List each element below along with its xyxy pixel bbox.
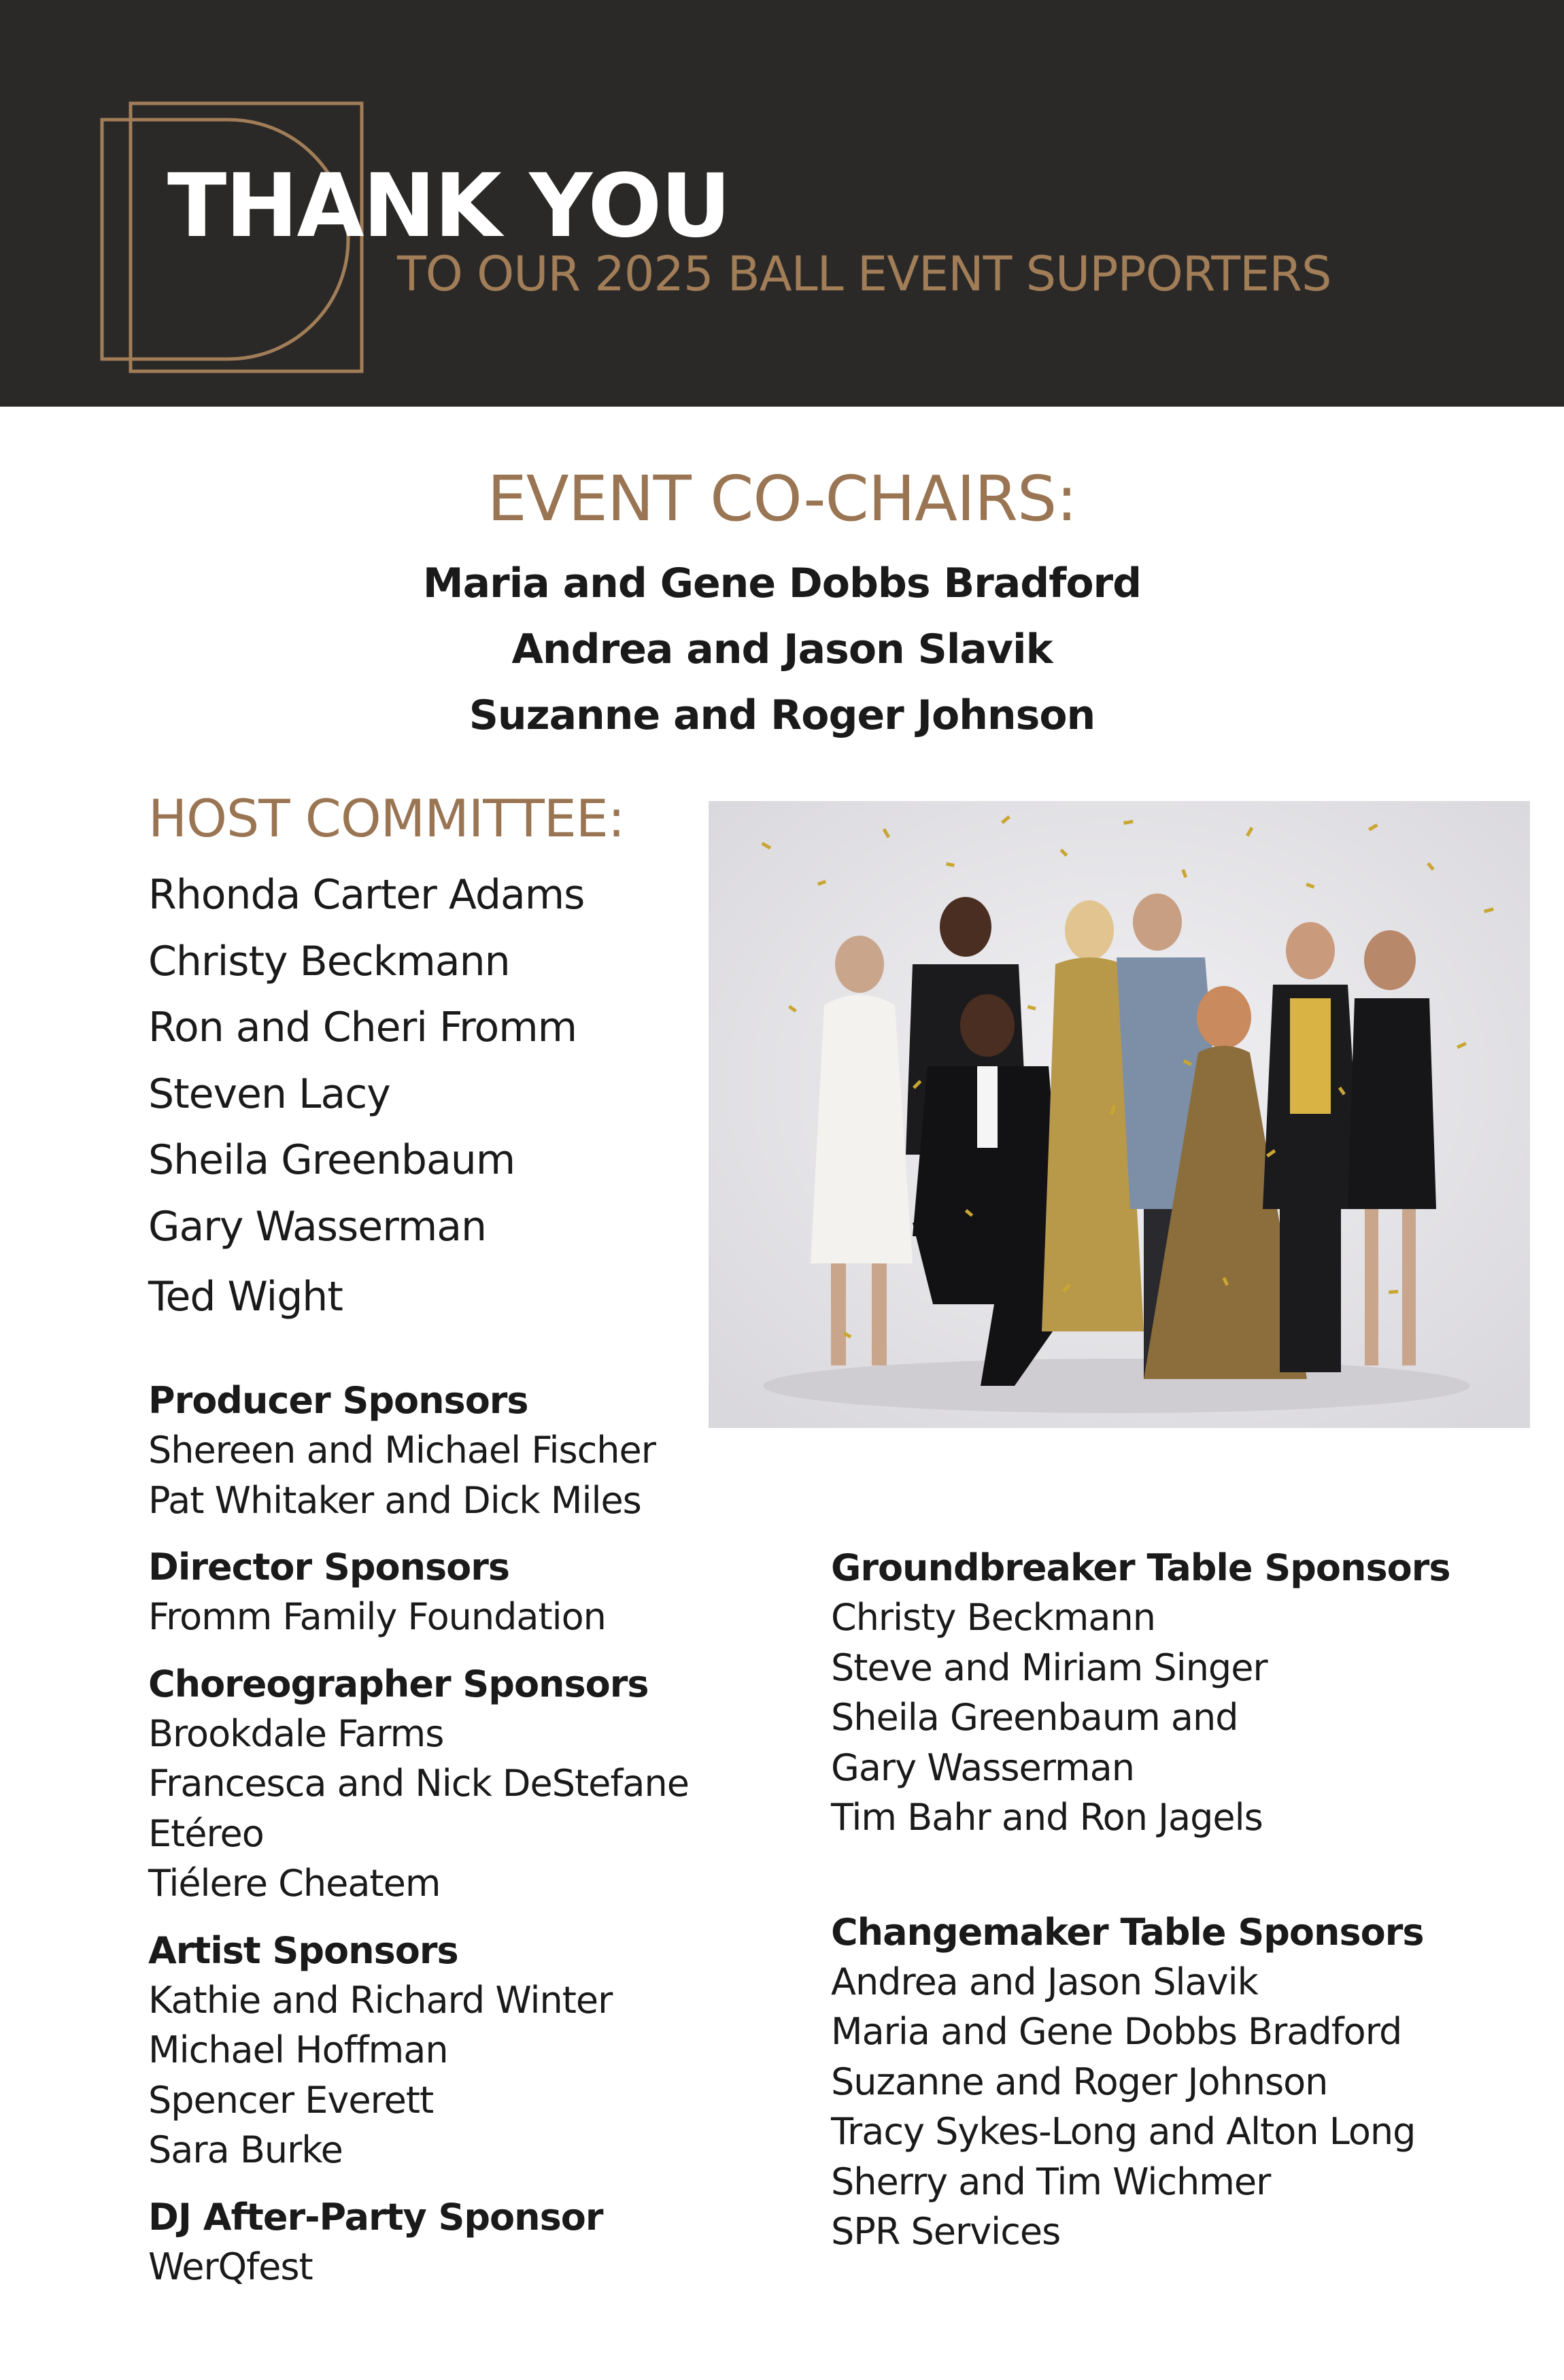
sponsor-name: Christy Beckmann: [831, 1596, 1155, 1639]
sponsor-group-title: Artist Sponsors: [148, 1928, 458, 1972]
sponsor-name: Andrea and Jason Slavik: [831, 1960, 1258, 2003]
changemaker-sponsors-group: [831, 1908, 1450, 2257]
supporters-subtitle: TO OUR 2025 BALL EVENT SUPPORTERS: [397, 246, 1331, 302]
host-name: Sheila Greenbaum: [148, 1136, 515, 1184]
sponsor-group-title: DJ After-Party Sponsor: [148, 2195, 603, 2239]
host-name: Ted Wight: [148, 1273, 343, 1321]
sponsor-group-title: Changemaker Table Sponsors: [831, 1910, 1424, 1954]
host-name: Gary Wasserman: [148, 1202, 487, 1251]
cochairs-list: [0, 551, 1564, 749]
sponsor-group-title: Groundbreaker Table Sponsors: [831, 1546, 1450, 1589]
group-photo-icon: [709, 801, 1530, 1428]
director-sponsors-group: [148, 1543, 689, 1642]
sponsor-name: Etéreo: [148, 1812, 264, 1855]
choreographer-sponsors-group: [148, 1660, 689, 1909]
sponsor-name: Gary Wasserman: [831, 1746, 1134, 1789]
cochair-name: Suzanne and Roger Johnson: [469, 692, 1095, 739]
thank-you-title: THANK YOU: [167, 156, 730, 257]
sponsor-name: Kathie and Richard Winter: [148, 1978, 613, 2022]
producer-sponsors-group: [148, 1376, 689, 1525]
sponsors-left-column: [148, 1376, 689, 2292]
sponsor-name: Tracy Sykes-Long and Alton Long: [831, 2110, 1416, 2153]
sponsor-name: Suzanne and Roger Johnson: [831, 2060, 1328, 2103]
sponsor-name: Michael Hoffman: [148, 2028, 448, 2071]
sponsor-name: Tim Bahr and Ron Jagels: [831, 1796, 1263, 1839]
sponsor-name: Francesca and Nick DeStefane: [148, 1762, 689, 1805]
group-photo: [709, 801, 1530, 1428]
host-committee-list: [148, 862, 584, 1331]
sponsors-right-column: [831, 1544, 1450, 2257]
sponsor-name: WerQfest: [148, 2245, 313, 2288]
host-name: Ron and Cheri Fromm: [148, 1004, 577, 1051]
cochair-name: Andrea and Jason Slavik: [511, 626, 1053, 673]
sponsor-name: Steve and Miriam Singer: [831, 1646, 1268, 1689]
host-name: Rhonda Carter Adams: [148, 871, 585, 919]
host-name: Steven Lacy: [148, 1070, 390, 1118]
cochair-name: Maria and Gene Dobbs Bradford: [422, 560, 1142, 607]
sponsor-name: Brookdale Farms: [148, 1712, 444, 1755]
cochairs-heading: EVENT CO-CHAIRS:: [487, 462, 1077, 535]
host-name: Christy Beckmann: [148, 937, 510, 985]
sponsor-name: Sara Burke: [148, 2128, 343, 2171]
sponsor-name: Pat Whitaker and Dick Miles: [148, 1478, 641, 1522]
sponsor-group-title: Producer Sponsors: [148, 1379, 528, 1422]
sponsor-name: Sherry and Tim Wichmer: [831, 2160, 1271, 2203]
sponsor-name: SPR Services: [831, 2210, 1061, 2253]
dj-after-party-sponsor-group: [148, 2193, 689, 2292]
sponsor-group-title: Choreographer Sponsors: [148, 1662, 649, 1705]
sponsor-group-title: Director Sponsors: [148, 1546, 510, 1588]
sponsor-name: Shereen and Michael Fischer: [148, 1429, 656, 1472]
sponsor-name: Spencer Everett: [148, 2078, 434, 2122]
sponsor-name: Tiélere Cheatem: [148, 1862, 441, 1905]
host-committee-heading: HOST COMMITTEE:: [148, 788, 625, 849]
sponsor-name: Sheila Greenbaum and: [831, 1696, 1238, 1739]
sponsor-name: Maria and Gene Dobbs Bradford: [831, 2010, 1402, 2053]
sponsor-name: Fromm Family Foundation: [148, 1595, 606, 1638]
artist-sponsors-group: [148, 1926, 689, 2175]
header-banner: [0, 0, 1564, 407]
groundbreaker-sponsors-group: [831, 1544, 1450, 1843]
